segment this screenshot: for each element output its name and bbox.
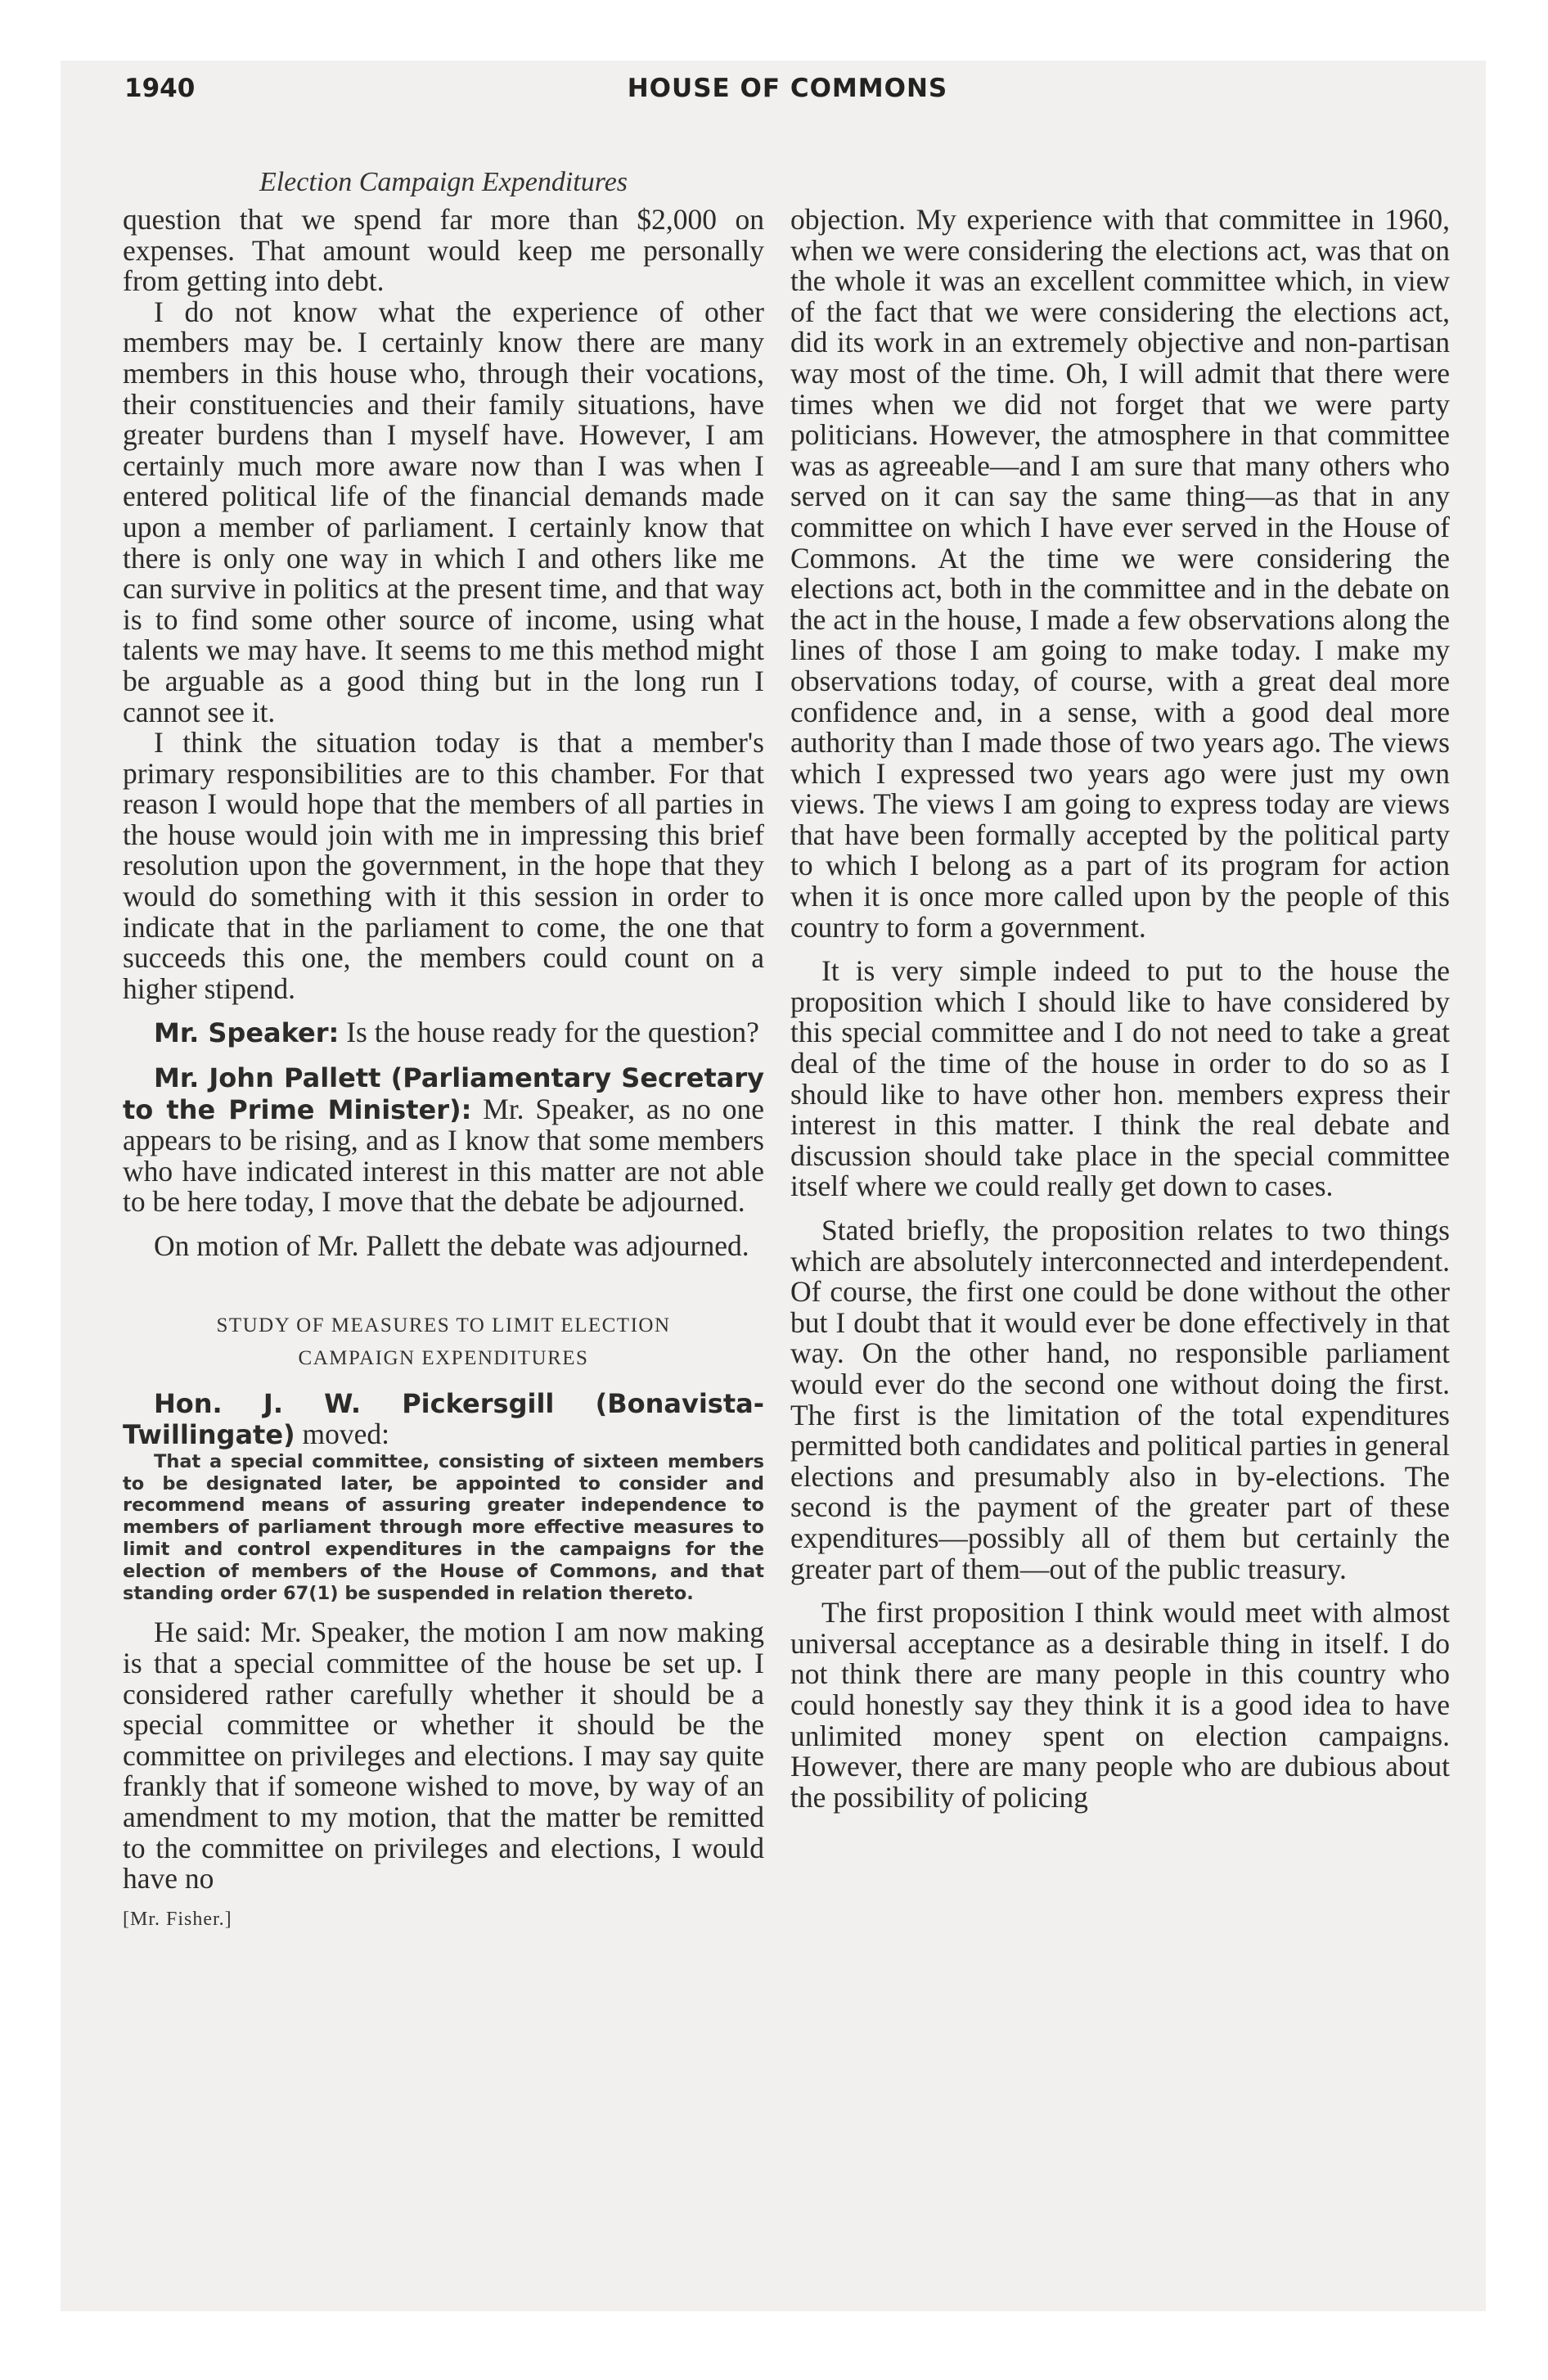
page-number: 1940 — [124, 74, 196, 103]
paragraph: On motion of Mr. Pallett the debate was adjourned. — [154, 1229, 749, 1262]
footnote: [Mr. Fisher.] — [123, 1908, 232, 1930]
speaker-paragraph — [123, 1062, 764, 1218]
speaker-name: Hon. J. W. Pickersgill (Bonavista-Twillingate) — [123, 1387, 764, 1451]
subject-heading: Election Campaign Expenditures — [259, 167, 628, 197]
speech-text: Is the house ready for the question? — [339, 1016, 759, 1049]
paragraph: objection. My experience with that committee in 1960, when we were considering the elections act, was that on the whole it was an excellent committee which, in view of the fact that we were considering the elections act, did its work in an extremely objective and non-partisan way most of the time. Oh, I will admit that there were times when we did not forget that we were party politicians. However, the atmosphere in that committee was as agreeable—and I am sure that many others who served on it can say the same thing—as that in any committee on which I have ever served in the House of Commons. At the time we were considering the elections act, both in the committee and in the debate on the act in the house, I made a few observations along the lines of those I am going to make today. I make my observations today, of course, with a great deal more confidence and, in a sense, with a good deal more authority than I made those of two years ago. The views which I expressed two years ago were just my own views. The views I am going to express today are views that have been formally accepted by the political party to which I belong as a part of its program for action when it is once more called upon by the people of this country to form a government. — [790, 203, 1450, 944]
section-heading-line: CAMPAIGN EXPENDITURES — [298, 1346, 589, 1369]
paragraph: He said: Mr. Speaker, the motion I am now making is that a special committee of the house be set up. I considered rather carefully whether it should be a special committee or whether it should be the committee on privileges and elections. I may say quite frankly that if someone wished to move, by way of an amendment to my motion, that the matter be remitted to the committee on privileges and elections, I would have no — [123, 1616, 764, 1895]
paragraph: Stated briefly, the proposition relates to two things which are absolutely interconnected and interdependent. Of course, the first one could be done without the other but I doubt that it would ever be done effectively in that way. On the other hand, no responsible parliament would ever do the second one without doing the first. The first is the limitation of the total expenditures permitted both candidates and political parties in general elections and presumably also in by-elections. The second is the payment of the greater part of these expenditures—possibly all of them but certainly the greater part of them—out of the public treasury. — [790, 1214, 1450, 1585]
speaker-name: Mr. John Pallett (Parliamentary Secretary to the Prime Minister): — [123, 1062, 764, 1125]
speech-text: Mr. Speaker, as no one appears to be rising, and as I know that some members who have indicated interest in this matter are not able to be here today, I move that the debate be adjourned. — [123, 1092, 765, 1219]
page-header — [124, 74, 1451, 123]
speaker-paragraph — [123, 1388, 764, 1451]
section-heading — [123, 1309, 764, 1375]
paragraph: I think the situation today is that a member's primary responsibilities are to this chamber. For that reason I would hope that the members of all parties in the house would join with me in impressing this brief resolution upon the government, in the hope that they would do something with it this session in order to indicate that in the parliament to come, the one that succeeds this one, the members could count on a higher stipend. — [123, 726, 764, 1005]
speaker-paragraph — [123, 1017, 764, 1049]
right-column — [790, 205, 1450, 1813]
speaker-name: Mr. Speaker: — [154, 1017, 340, 1049]
paragraph: The first proposition I think would meet with almost universal acceptance as a desirable thing in itself. I do not think there are many people in this country who could honestly say they think it is a good idea to have unlimited money spent on election campaigns. However, there are many people who are dubious about the possibility of policing — [790, 1596, 1450, 1814]
motion-text: That a special committee, consisting of sixteen members to be designated later, be appointed to consider and recommend means of assuring greater independence to members of parliament through more effective measures to limit and control expenditures in the campaigns for the election of members of the House of Commons, and that standing order 67(1) be suspended in relation thereto. — [123, 1450, 764, 1604]
section-heading-line: STUDY OF MEASURES TO LIMIT ELECTION — [216, 1314, 671, 1336]
running-title: HOUSE OF COMMONS — [627, 74, 948, 103]
left-column — [123, 205, 764, 1935]
paragraph: question that we spend far more than $2,000 on expenses. That amount would keep me personally from getting into debt. — [123, 203, 764, 298]
speech-text: moved: — [295, 1418, 390, 1451]
paragraph: I do not know what the experience of other members may be. I certainly know there are many members in this house who, through their vocations, their constituencies and their family situations, have greater burdens than I myself have. However, I am certainly much more aware now than I was when I entered political life of the financial demands made upon a member of parliament. I certainly know that there is only one way in which I and others like me can survive in politics at the present time, and that way is to find some other source of income, using what talents we may have. It seems to me this method might be arguable as a good thing but in the long run I cannot see it. — [123, 295, 764, 728]
paragraph: It is very simple indeed to put to the house the proposition which I should like to have considered by this special committee and I do not need to take a great deal of the time of the house in order to do so as I should like to have other hon. members express their interest in this matter. I think the real debate and discussion should take place in the special committee itself where we could really get down to cases. — [790, 954, 1450, 1203]
